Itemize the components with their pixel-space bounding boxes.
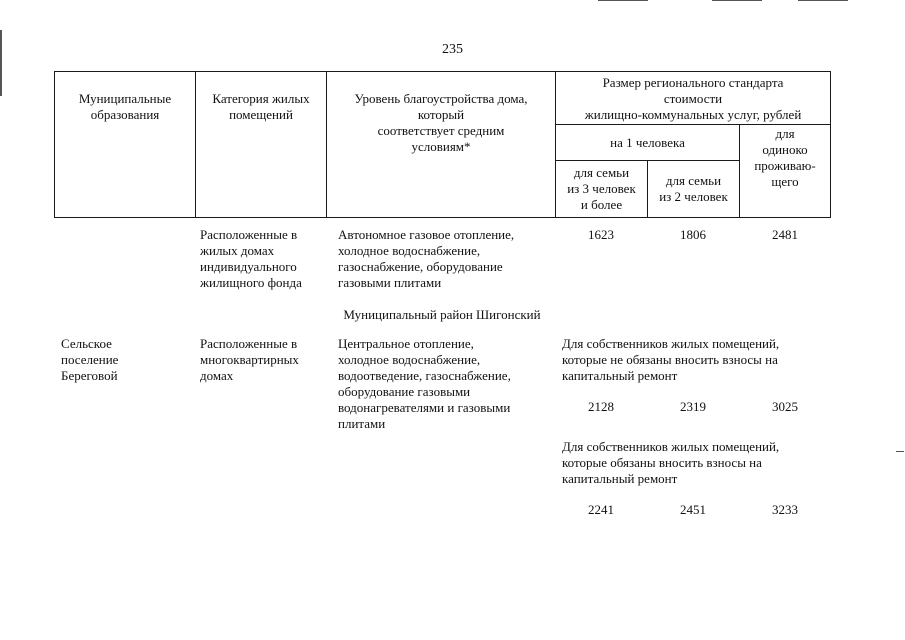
scan-edge-mark <box>798 0 848 1</box>
row1-category: Расположенные в жилых домах индивидуального жилищного фонда <box>200 227 302 290</box>
header-family-2: для семьи из 2 человек <box>648 161 740 218</box>
header-level: Уровень благоустройства дома, который соответствует средним условиям* <box>327 72 556 218</box>
row2-municipality: Сельское поселение Береговой <box>61 336 119 383</box>
row1-value-single: 2481 <box>772 227 798 242</box>
row2-b-value-single: 3233 <box>772 502 798 517</box>
row2-a-value-single: 3025 <box>772 399 798 414</box>
header-family-3: для семьи из 3 человек и более <box>556 161 648 218</box>
district-heading: Муниципальный район Шигонский <box>343 307 541 322</box>
scan-edge-mark <box>712 0 762 1</box>
header-per-person: на 1 человека <box>556 125 740 161</box>
header-standard: Размер регионального стандарта стоимости жилищно-коммунальных услуг, рублей <box>556 72 831 125</box>
row1-level: Автономное газовое отопление, холодное водоснабжение, газоснабжение, оборудование газовыми плитами <box>338 227 515 290</box>
row1-value-family3: 1623 <box>588 227 614 242</box>
header-municipality: Муниципальные образования <box>55 72 196 218</box>
row2-level: Центральное отопление, холодное водоснабжение, водоотведение, газоснабжение, оборудование газовыми водонагревателями и газовыми плитами <box>338 336 511 431</box>
scan-edge-mark <box>0 30 2 96</box>
header-single: для одиноко проживаю- щего <box>740 125 831 218</box>
table-header <box>54 71 831 218</box>
row2-b-value-family2: 2451 <box>680 502 706 517</box>
page-number: 235 <box>442 42 463 57</box>
row2-b-value-family3: 2241 <box>588 502 614 517</box>
row2-note-capital-repair: Для собственников жилых помещений, которые обязаны вносить взносы на капитальный ремонт <box>562 439 780 486</box>
row2-a-value-family2: 2319 <box>680 399 706 414</box>
row1-value-family2: 1806 <box>680 227 706 242</box>
scan-edge-mark <box>896 451 904 452</box>
scan-edge-mark <box>598 0 648 1</box>
row2-category: Расположенные в многоквартирных домах <box>200 336 299 383</box>
row2-note-no-capital-repair: Для собственников жилых помещений, которые не обязаны вносить взносы на капитальный ремонт <box>562 336 780 383</box>
header-category: Категория жилых помещений <box>196 72 327 218</box>
row2-a-value-family3: 2128 <box>588 399 614 414</box>
